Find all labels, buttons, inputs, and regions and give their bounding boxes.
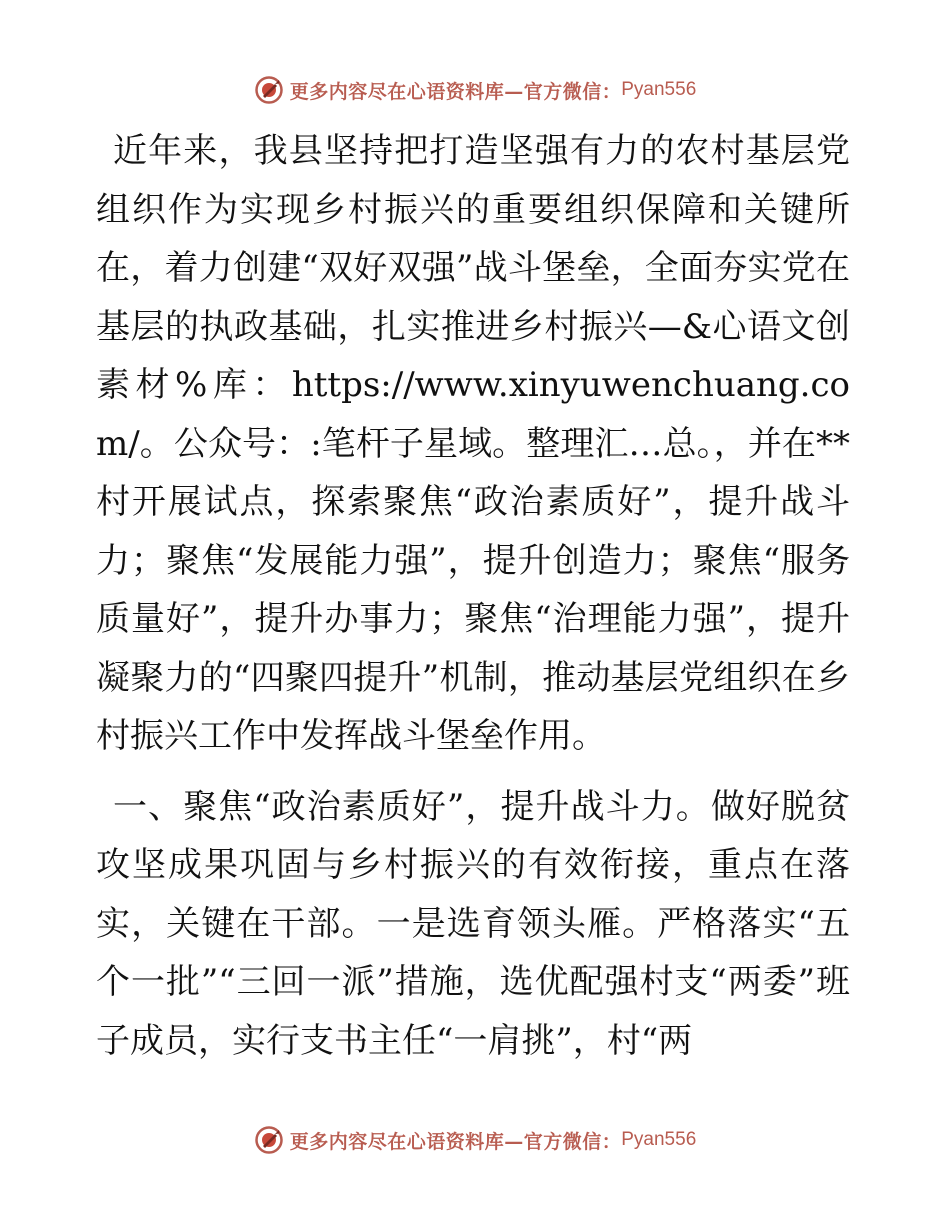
header-watermark-text: 更多内容尽在心语资料库—官方微信： (289, 80, 622, 103)
pen-nib-logo-icon (254, 1125, 284, 1155)
footer-watermark-text: 更多内容尽在心语资料库—官方微信： (289, 1130, 622, 1153)
paragraph-section-one: 一、聚焦“政治素质好”，提升战斗力。做好脱贫攻坚成果巩固与乡村振兴的有效衔接，重点在落实，关键在干部。一是选育领头雁。严格落实“五个一批”“三回一派”措施，选优配强村支“两委”班子成员，实行支书主任“一肩挑”，村“两 (96, 786, 850, 1061)
pen-nib-logo-icon (254, 75, 284, 105)
footer-watermark (0, 1120, 950, 1160)
header-watermark-id: Pyan556 (621, 79, 697, 100)
header-watermark (0, 70, 950, 110)
footer-watermark-id: Pyan556 (621, 1129, 697, 1150)
paragraph-intro: 近年来，我县坚持把打造坚强有力的农村基层党组织作为实现乡村振兴的重要组织保障和关键所在，着力创建“双好双强”战斗堡垒，全面夯实党在基层的执政基础，扎实推进乡村振兴—&心语文创素材%库：https://www.xinyuwenchuang.com/。公众号：:笔杆子星域。整理汇…总。，并在**村开展试点，探索聚焦“政治素质好”，提升战斗力；聚焦“发展能力强”，提升创造力；聚焦“服务质量好”，提升办事力；聚焦“治理能力强”，提升凝聚力的“四聚四提升”机制，推动基层党组织在乡村振兴工作中发挥战斗堡垒作用。 (96, 131, 850, 756)
document-body (96, 122, 850, 1070)
